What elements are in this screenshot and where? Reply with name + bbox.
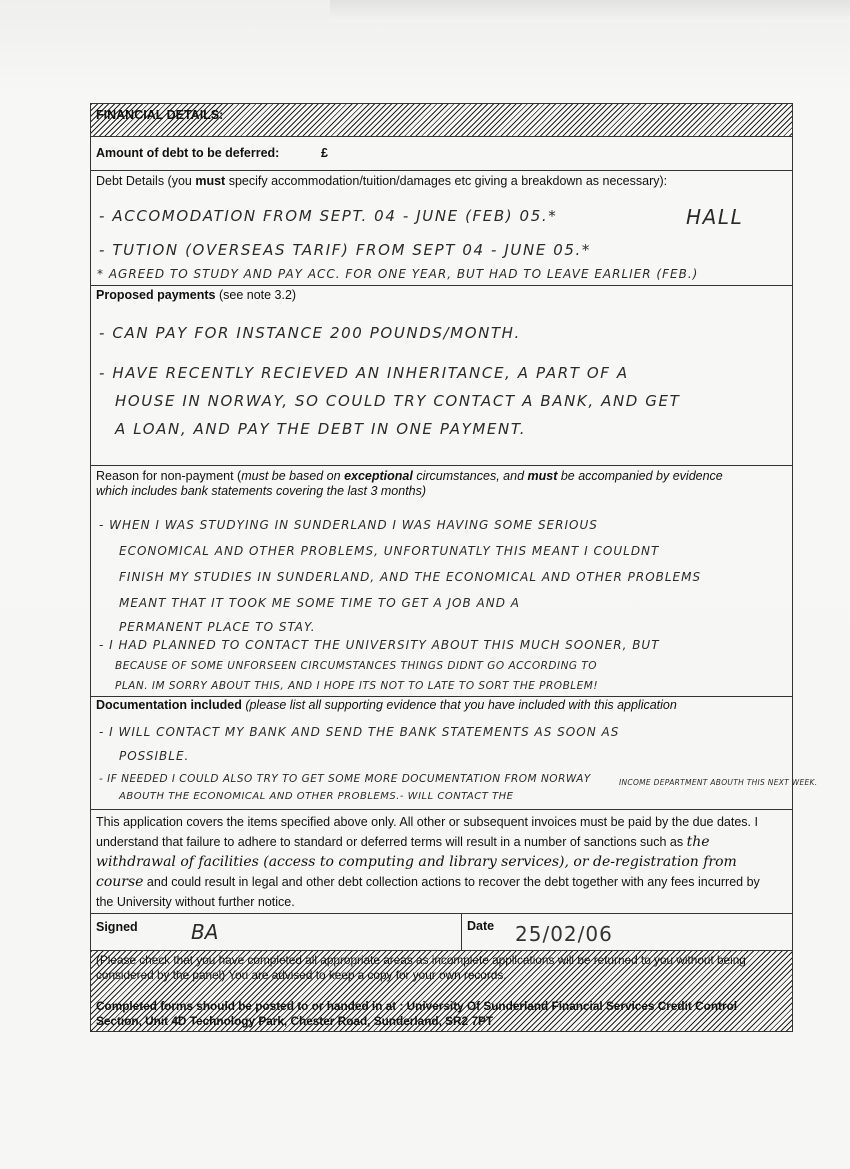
proposed-payments-section xyxy=(91,286,792,466)
debt-amount-label: Amount of debt to be deferred: xyxy=(96,146,280,160)
reason-section xyxy=(91,466,792,697)
reason-line-6: - I HAD PLANNED TO CONTACT THE UNIVERSITY ABOUT THIS MUCH SOONER, BUT xyxy=(99,638,660,652)
debt-amount-row xyxy=(91,137,792,171)
reason-prompt: Reason for non-payment (must be based on exceptional circumstances, and must be accompanied by evidence which includes bank statements covering the last 3 months) xyxy=(96,469,723,498)
section-header xyxy=(91,104,792,137)
signed-label: Signed xyxy=(96,920,138,934)
financial-details-form xyxy=(90,103,818,1032)
reason-line-8: PLAN. IM SORRY ABOUT THIS, AND I HOPE ITS NOT TO LATE TO SORT THE PROBLEM! xyxy=(115,680,599,692)
footer-check-note: (Please check that you have completed all appropriate areas as incomplete applications will be returned to you without being considered by the panel) You are advised to keep a copy for your own records. xyxy=(96,953,746,982)
documentation-label: Documentation included (please list all supporting evidence that you have included with this application xyxy=(96,698,677,712)
doc-line-1: - I WILL CONTACT MY BANK AND SEND THE BANK STATEMENTS AS SOON AS xyxy=(99,725,620,739)
signature-divider xyxy=(461,914,462,951)
debt-line-1: - ACCOMODATION FROM SEPT. 04 - JUNE (FEB) 05.* xyxy=(99,207,558,225)
date-value: 25/02/06 xyxy=(515,922,613,946)
paper-crease xyxy=(330,0,850,22)
doc-line-4: ABOUTH THE ECONOMICAL AND OTHER PROBLEMS.- WILL CONTACT THE xyxy=(119,791,514,802)
proposed-payments-label: Proposed payments (see note 3.2) xyxy=(96,288,297,302)
doc-line-2: POSSIBLE. xyxy=(119,749,190,763)
documentation-section xyxy=(91,697,818,810)
signature-row xyxy=(91,914,792,951)
payment-line-1: - CAN PAY FOR INSTANCE 200 POUNDS/MONTH. xyxy=(99,324,521,342)
payment-line-3: HOUSE IN NORWAY, SO COULD TRY CONTACT A BANK, AND GET xyxy=(115,392,681,410)
currency-symbol: £ xyxy=(321,146,328,160)
debt-details-section xyxy=(91,171,792,286)
debt-details-prompt: Debt Details (you must specify accommodation/tuition/damages etc giving a breakdown as necessary): xyxy=(96,174,668,188)
date-label: Date xyxy=(467,919,495,933)
debt-line-2: - TUTION (OVERSEAS TARIF) FROM SEPT 04 - JUNE 05.* xyxy=(99,241,592,259)
hall-note: HALL xyxy=(686,205,744,229)
reason-line-2: ECONOMICAL AND OTHER PROBLEMS, UNFORTUNATLY THIS MEANT I COULDNT xyxy=(119,544,660,558)
footer-post-note: Completed forms should be posted to or handed in at : University Of Sunderland Financial Services Credit Control Section, Unit 4D Technology Park, Chester Road, Sunderland, SR2 7PT xyxy=(96,999,738,1028)
declaration-text: This application covers the items specified above only. All other or subsequent invoices must be paid by the due dates. I understand that failure to adhere to standard or deferred terms will result in a number of sanctions such as the withdrawal of facilities (access to computing and library services), or de-registration from course and could result in legal and other debt collection actions to recover the debt together with any fees incurred by the University without further notice. xyxy=(96,815,760,909)
debt-line-3: * AGREED TO STUDY AND PAY ACC. FOR ONE YEAR, BUT HAD TO LEAVE EARLIER (FEB.) xyxy=(97,267,699,281)
footer-notes xyxy=(91,951,792,1031)
doc-line-5: INCOME DEPARTMENT ABOUTH THIS NEXT WEEK. xyxy=(619,778,818,787)
declaration-section xyxy=(91,810,792,914)
reason-line-1: - WHEN I WAS STUDYING IN SUNDERLAND I WAS HAVING SOME SERIOUS xyxy=(99,518,598,532)
section-title: FINANCIAL DETAILS: xyxy=(96,108,224,122)
signature: BA xyxy=(191,920,219,944)
doc-line-3: - IF NEEDED I COULD ALSO TRY TO GET SOME MORE DOCUMENTATION FROM NORWAY xyxy=(99,773,591,785)
payment-line-2: - HAVE RECENTLY RECIEVED AN INHERITANCE, A PART OF A xyxy=(99,364,629,382)
payment-line-4: A LOAN, AND PAY THE DEBT IN ONE PAYMENT. xyxy=(115,420,527,438)
reason-line-4: MEANT THAT IT TOOK ME SOME TIME TO GET A JOB AND A xyxy=(119,596,520,610)
reason-line-3: FINISH MY STUDIES IN SUNDERLAND, AND THE ECONOMICAL AND OTHER PROBLEMS xyxy=(119,570,702,584)
reason-line-7: BECAUSE OF SOME UNFORSEEN CIRCUMSTANCES THINGS DIDNT GO ACCORDING TO xyxy=(115,660,598,672)
reason-line-5: PERMANENT PLACE TO STAY. xyxy=(119,620,316,634)
